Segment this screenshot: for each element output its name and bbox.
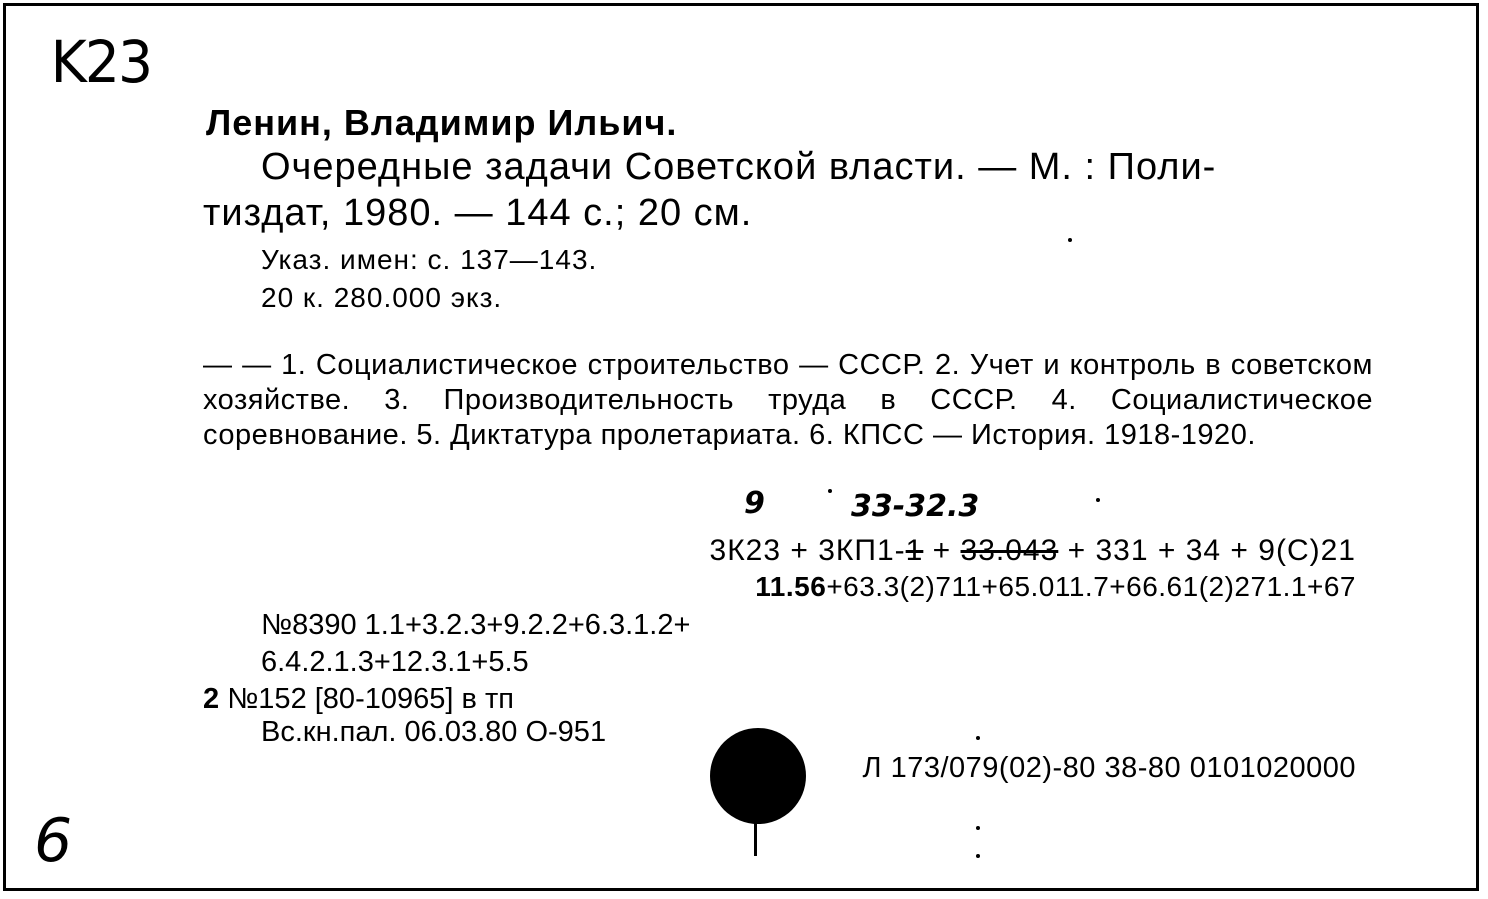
classification-rest: +63.3(2)711+65.011.7+66.61(2)271.1+67	[826, 571, 1356, 602]
classification-bold-code: 11.56	[755, 571, 827, 602]
price-circulation-note: 20 к. 280.000 экз.	[261, 282, 503, 313]
classification-struck-1: 1	[905, 534, 924, 567]
number-line-2: 6.4.2.1.3+12.3.1+5.5	[261, 646, 529, 678]
handwritten-correction-33: 33-32.3	[851, 489, 980, 524]
classification-line-1	[710, 534, 1356, 568]
book-chamber-line: Вс.кн.пал. 06.03.80 О-951	[261, 716, 607, 748]
speck	[976, 854, 980, 858]
classification-part-c: +	[923, 534, 961, 567]
punch-hole	[710, 728, 806, 824]
handwritten-call-number: K23	[50, 28, 152, 96]
handwritten-correction-9: 9	[744, 486, 765, 521]
order-line	[203, 683, 514, 716]
classification-struck-code: 33.043	[960, 534, 1059, 567]
speck	[976, 826, 980, 830]
title-line-1: Очередные задачи Советской власти. — М. : Поли-	[261, 146, 1217, 188]
order-details: №152 [80-10965] в тп	[219, 683, 514, 715]
handwritten-corner-mark: 6	[34, 806, 73, 876]
speck	[976, 736, 980, 740]
number-line-1: №8390 1.1+3.2.3+9.2.2+6.3.1.2+	[261, 609, 691, 641]
order-count: 2	[203, 683, 220, 715]
speck	[828, 489, 832, 493]
subject-headings: — — 1. Социалистическое строительство — СССР. 2. Учет и контроль в советском хозяйстве. 3. Производительность труда в СССР. 4. Социалистическое соревнование. 5. Диктатура пролетариата. 6. КПСС — История. 1918-1920.	[203, 349, 1373, 451]
classification-line-2	[755, 571, 1356, 603]
title-line-2: тиздат, 1980. — 144 с.; 20 см.	[203, 192, 753, 234]
speck	[1068, 238, 1072, 242]
index-note: Указ. имен: с. 137—143.	[261, 244, 598, 275]
speck	[1096, 498, 1100, 502]
l-code-line: Л 173/079(02)-80 38-80 0101020000	[862, 752, 1356, 784]
classification-part-a: 3К23 + 3КП1-	[709, 534, 906, 567]
punch-hole-mark	[754, 820, 757, 856]
catalog-card	[3, 3, 1479, 891]
classification-part-d: + 331 + 34 + 9(С)21	[1058, 534, 1356, 567]
author-heading: Ленин, Владимир Ильич.	[206, 102, 678, 143]
